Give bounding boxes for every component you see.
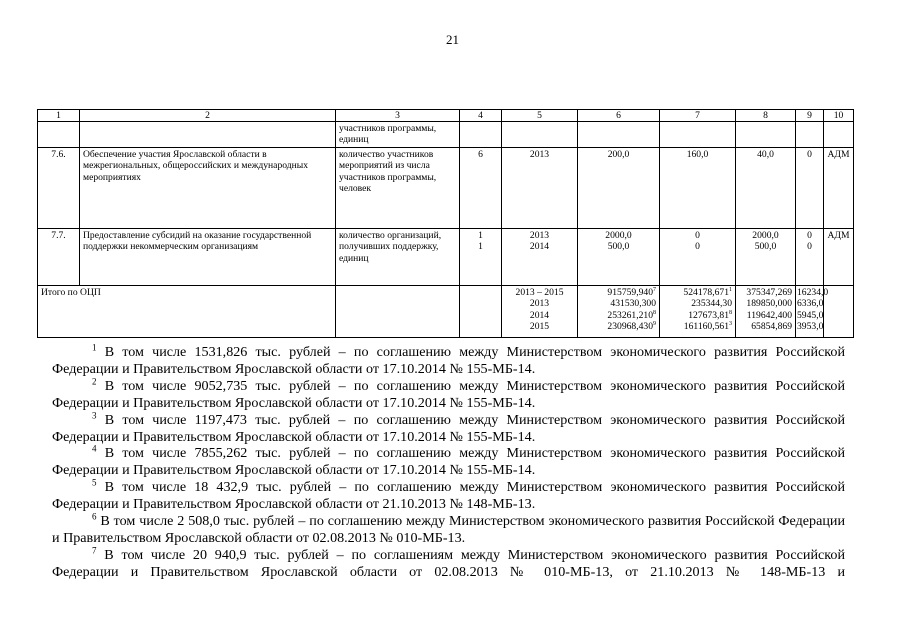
indicator-cell: количество организаций, получивших поддержку, единиц	[336, 228, 460, 285]
footnote: $^4$ В том числе 7855,262 тыс. рублей – по соглашению между Министерством экономического развития Российской Федерации и Правительством Ярославской области от 17.10.2014 № 155-МБ-14.	[52, 443, 845, 479]
year-cell: 2013	[502, 147, 578, 228]
total-label: Итого по ОЦП	[38, 285, 336, 337]
column-number: 8	[736, 110, 796, 122]
table-row-continuation	[38, 122, 854, 148]
regional-funding: 375347,269 189850,000 119642,400 65854,869	[736, 285, 796, 337]
table-total-row	[38, 285, 854, 337]
total-funding: 200,0	[578, 147, 660, 228]
other-funding: 0	[796, 147, 824, 228]
footnote: $^3$ В том числе 1197,473 тыс. рублей – по соглашению между Министерством экономического развития Российской Федерации и Правительством Ярославской области от 17.10.2014 № 155-МБ-14.	[52, 409, 845, 445]
total-funding: 2000,0 500,0	[578, 228, 660, 285]
executor-cell: АДМ	[824, 147, 854, 228]
column-number: 1	[38, 110, 80, 122]
indicator-cell: количество участников мероприятий из числа участников программы, человек	[336, 147, 460, 228]
footnote: $^7$ В том числе 20 940,9 тыс. рублей – по соглашениям между Министерством экономического развития Российской Федерации и Правительством Ярославской области от 02.08.2013 № 010-МБ-13, от 21.10.2013 № 148-МБ-13 и	[52, 545, 845, 580]
column-number: 4	[460, 110, 502, 122]
column-number: 10	[824, 110, 854, 122]
row-number: 7.7.	[38, 228, 80, 285]
indicator-cell: участников программы, единиц	[336, 122, 460, 148]
footnote: $^6$ В том числе 2 508,0 тыс. рублей – по соглашению между Министерством экономического развития Российской Федерации и Правительством Ярославской области от 02.08.2013 № 010-МБ-13.	[52, 511, 845, 546]
row-number: 7.6.	[38, 147, 80, 228]
total-years: 2013 – 2015 2013 2014 2015	[502, 285, 578, 337]
federal-funding: 524178,671$^1$ 235344,30 127673,81$^8$ 161160,561$^3$	[660, 285, 736, 337]
total-funding: 915759,940$^7$ 431530,300 253261,210$^8$ 230968,430$^9$	[578, 285, 660, 337]
activity-name: Предоставление субсидий на оказание государственной поддержки некоммерческим организациям	[80, 228, 336, 285]
footnote: $^2$ В том числе 9052,735 тыс. рублей – по соглашению между Министерством экономического развития Российской Федерации и Правительством Ярославской области от 17.10.2014 № 155-МБ-14.	[52, 376, 845, 411]
indicator-value: 6	[460, 147, 502, 228]
column-number: 2	[80, 110, 336, 122]
program-table	[37, 109, 854, 338]
year-cell: 2013 2014	[502, 228, 578, 285]
indicator-value: 1 1	[460, 228, 502, 285]
footnotes	[52, 344, 845, 581]
activity-name: Обеспечение участия Ярославской области в межрегиональных, общероссийских и международных мероприятиях	[80, 147, 336, 228]
regional-funding: 2000,0 500,0	[736, 228, 796, 285]
column-number: 5	[502, 110, 578, 122]
column-number: 3	[336, 110, 460, 122]
footnote: $^5$ В том числе 18 432,9 тыс. рублей – по соглашению между Министерством экономического развития Российской Федерации и Правительством Ярославской области от 21.10.2013 № 148-МБ-13.	[52, 477, 846, 513]
executor-cell: АДМ	[824, 228, 854, 285]
footnote: $^1$ В том числе 1531,826 тыс. рублей – по соглашению между Министерством экономического развития Российской Федерации и Правительством Ярославской области от 17.10.2014 № 155-МБ-14.	[52, 342, 845, 377]
column-number: 6	[578, 110, 660, 122]
other-funding: 0 0	[796, 228, 824, 285]
federal-funding: 0 0	[660, 228, 736, 285]
table-header-row	[38, 110, 854, 122]
table-row	[38, 147, 854, 228]
table-row	[38, 228, 854, 285]
page-number: 21	[446, 32, 459, 47]
regional-funding: 40,0	[736, 147, 796, 228]
column-number: 7	[660, 110, 736, 122]
federal-funding: 160,0	[660, 147, 736, 228]
column-number: 9	[796, 110, 824, 122]
other-funding: 16234,0 6336,0 5945,0 3953,0	[796, 285, 824, 337]
